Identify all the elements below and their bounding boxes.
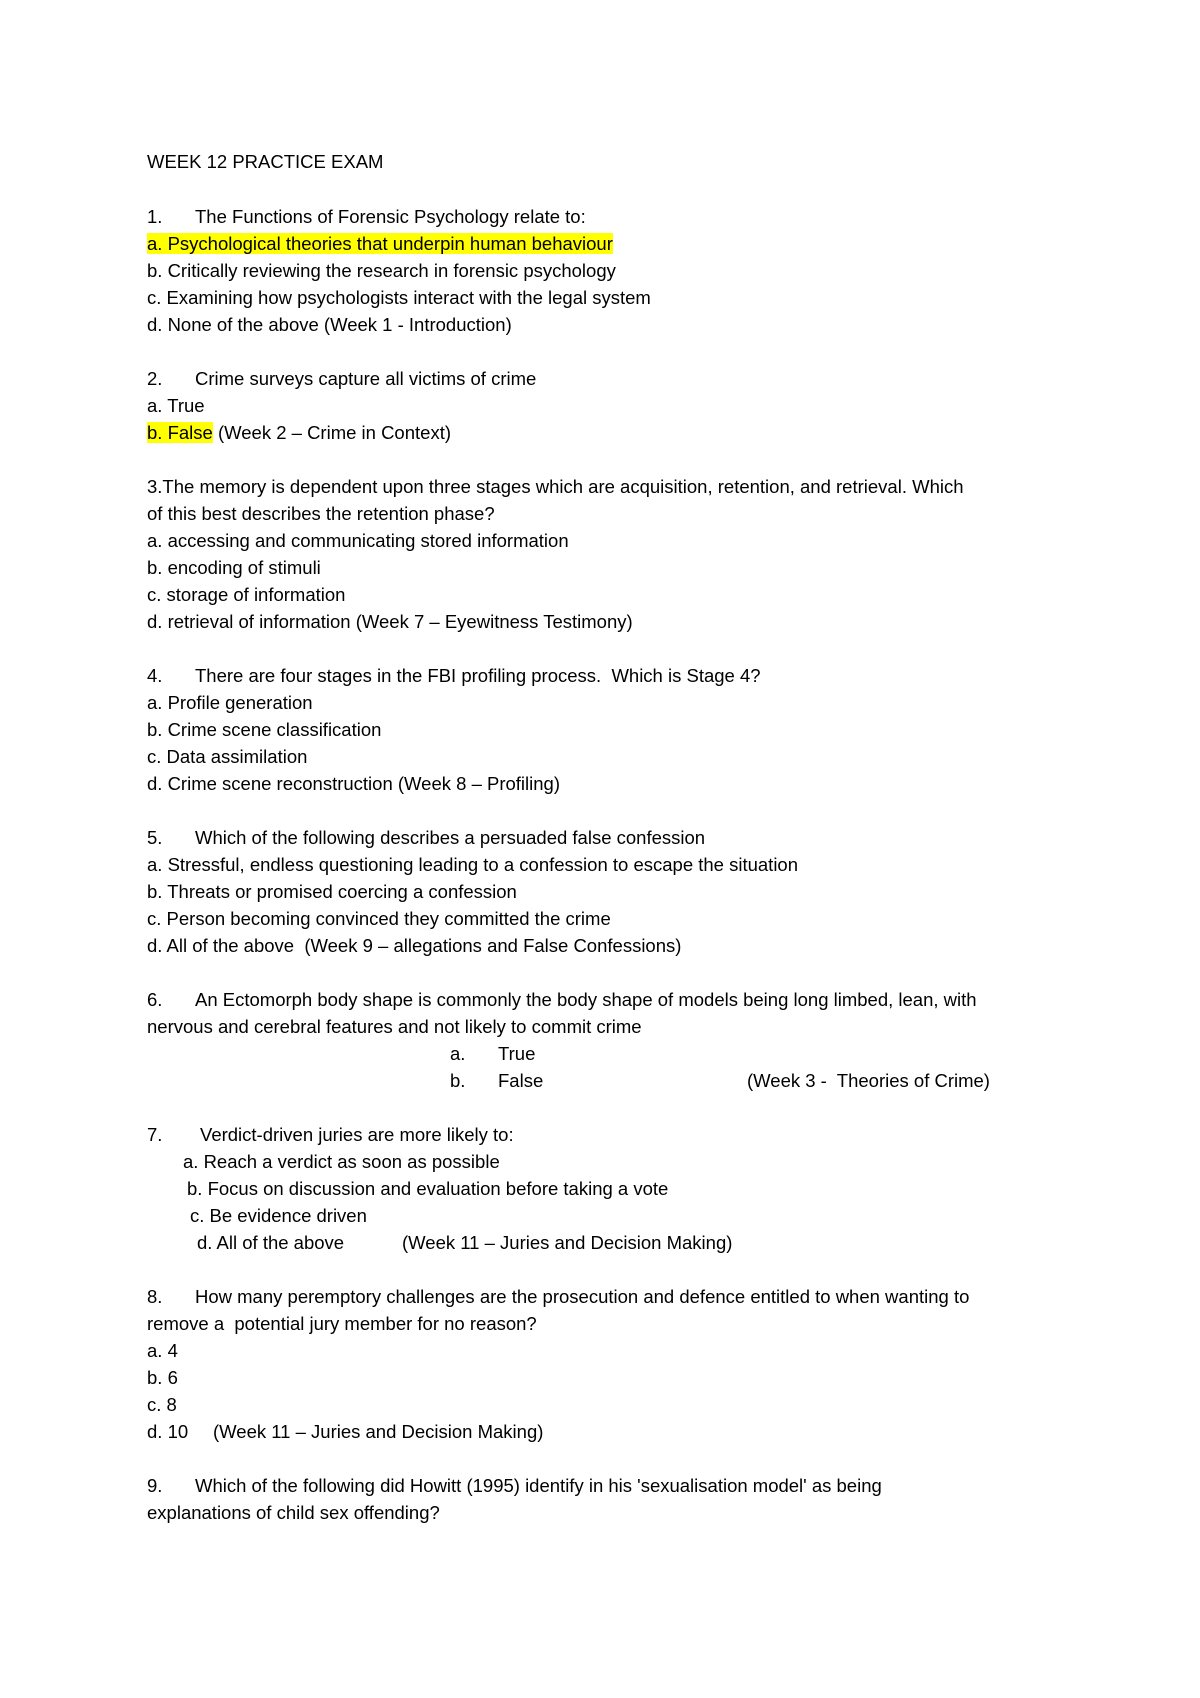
q4-option-d: d. Crime scene reconstruction (Week 8 – Profiling) (147, 773, 560, 794)
q3-option-d: d. retrieval of information (Week 7 – Eyewitness Testimony) (147, 611, 633, 632)
question-text: Which of the following did Howitt (1995) identify in his 'sexualisation model' as being (195, 1475, 882, 1496)
q6-option-b (450, 1067, 543, 1094)
question-5 (147, 824, 705, 851)
q5-option-c: c. Person becoming convinced they committed the crime (147, 908, 611, 929)
page-title: WEEK 12 PRACTICE EXAM (147, 151, 384, 172)
question-8-continued: remove a potential jury member for no reason? (147, 1313, 537, 1334)
q1-option-a (147, 230, 613, 257)
question-3: 3.The memory is dependent upon three stages which are acquisition, retention, and retrieval. Which (147, 476, 964, 497)
q8-option-b: b. 6 (147, 1367, 178, 1388)
question-9-continued: explanations of child sex offending? (147, 1502, 440, 1523)
q5-option-b: b. Threats or promised coercing a confession (147, 881, 517, 902)
question-6-continued: nervous and cerebral features and not likely to commit crime (147, 1016, 642, 1037)
week-reference: (Week 2 – Crime in Context) (212, 422, 451, 443)
week-reference: (Week 11 – Juries and Decision Making) (402, 1232, 733, 1253)
week-reference: (Week 11 – Juries and Decision Making) (213, 1421, 544, 1442)
question-9 (147, 1472, 882, 1499)
q4-option-a: a. Profile generation (147, 692, 313, 713)
question-7 (147, 1121, 514, 1148)
q3-option-c: c. storage of information (147, 584, 346, 605)
question-text: Crime surveys capture all victims of crime (195, 368, 537, 389)
highlighted-answer: b. False (147, 422, 213, 443)
q7-option-a: a. Reach a verdict as soon as possible (183, 1151, 500, 1172)
question-2 (147, 365, 536, 392)
option-text: True (498, 1043, 536, 1064)
q1-option-c: c. Examining how psychologists interact with the legal system (147, 287, 651, 308)
q3-option-b: b. encoding of stimuli (147, 557, 321, 578)
option-letter: a. (450, 1043, 466, 1064)
question-text: The Functions of Forensic Psychology relate to: (195, 206, 586, 227)
q8-option-d: d. 10 (147, 1421, 189, 1442)
question-3-continued: of this best describes the retention phase? (147, 503, 495, 524)
question-8 (147, 1283, 969, 1310)
question-number: 5. (147, 827, 163, 848)
question-text: How many peremptory challenges are the prosecution and defence entitled to when wanting to (195, 1286, 970, 1307)
question-number: 9. (147, 1475, 163, 1496)
q3-option-a: a. accessing and communicating stored information (147, 530, 569, 551)
q8-option-c: c. 8 (147, 1394, 177, 1415)
question-6 (147, 986, 977, 1013)
q5-option-d: d. All of the above (Week 9 – allegations and False Confessions) (147, 935, 682, 956)
highlighted-answer: a. Psychological theories that underpin human behaviour (147, 233, 613, 254)
q5-option-a: a. Stressful, endless questioning leading to a confession to escape the situation (147, 854, 799, 875)
q7-option-b: b. Focus on discussion and evaluation before taking a vote (187, 1178, 669, 1199)
question-1 (147, 203, 586, 230)
q8-option-a: a. 4 (147, 1340, 178, 1361)
question-number: 2. (147, 368, 163, 389)
question-number: 1. (147, 206, 163, 227)
question-text: There are four stages in the FBI profiling process. Which is Stage 4? (195, 665, 761, 686)
question-number: 8. (147, 1286, 163, 1307)
question-number: 4. (147, 665, 163, 686)
question-4 (147, 662, 761, 689)
q4-option-c: c. Data assimilation (147, 746, 308, 767)
q7-option-d: d. All of the above (197, 1232, 345, 1253)
q1-option-b: b. Critically reviewing the research in forensic psychology (147, 260, 616, 281)
q6-option-a (450, 1040, 535, 1067)
q7-option-c: c. Be evidence driven (190, 1205, 367, 1226)
question-text: An Ectomorph body shape is commonly the body shape of models being long limbed, lean, with (195, 989, 977, 1010)
question-text: Verdict-driven juries are more likely to: (200, 1124, 514, 1145)
q1-option-d: d. None of the above (Week 1 - Introduction) (147, 314, 512, 335)
q2-option-b (147, 419, 451, 446)
question-number: 6. (147, 989, 163, 1010)
q4-option-b: b. Crime scene classification (147, 719, 382, 740)
q2-option-a: a. True (147, 395, 205, 416)
option-text: False (498, 1070, 544, 1091)
week-reference: (Week 3 - Theories of Crime) (747, 1070, 990, 1091)
option-letter: b. (450, 1070, 466, 1091)
question-number: 7. (147, 1124, 163, 1145)
question-text: Which of the following describes a persuaded false confession (195, 827, 706, 848)
